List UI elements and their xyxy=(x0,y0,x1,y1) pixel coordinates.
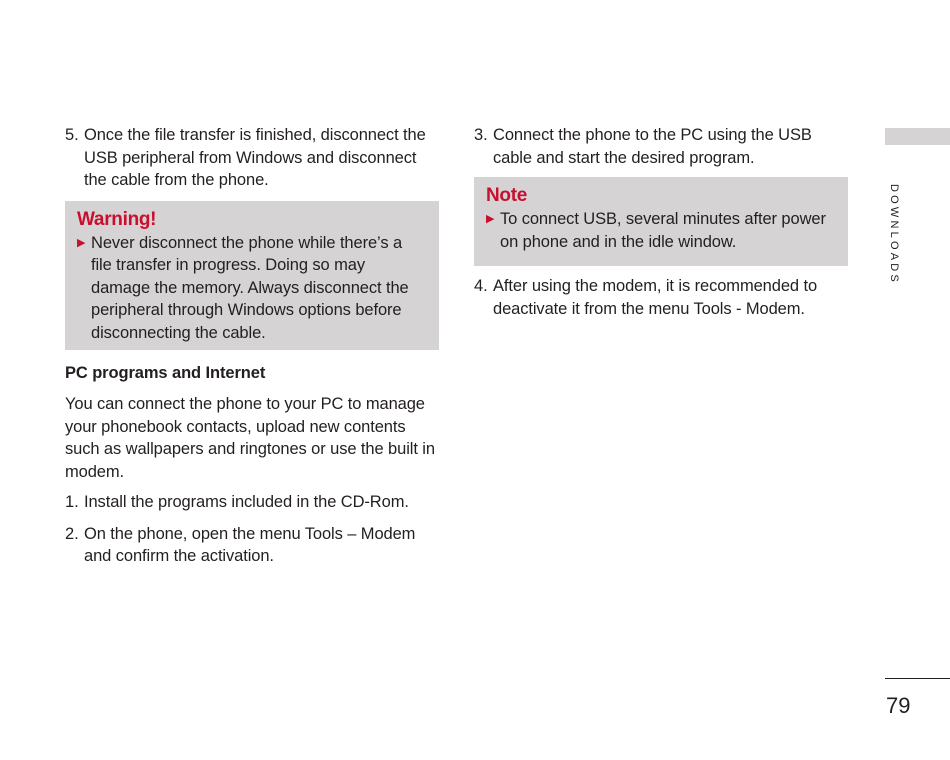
step-number: 1. xyxy=(65,493,79,511)
note-box xyxy=(474,177,848,266)
step-2 xyxy=(65,523,439,568)
step-number: 2. xyxy=(65,524,79,543)
page-number: 79 xyxy=(886,693,911,718)
right-column xyxy=(474,124,848,320)
step-3 xyxy=(474,124,848,169)
warning-box xyxy=(65,201,439,351)
warning-title: Warning! xyxy=(77,208,157,230)
step-number: 3. xyxy=(474,126,488,144)
step-4 xyxy=(474,275,848,320)
note-text: To connect USB, several minutes after power on phone and in the idle window. xyxy=(500,210,826,251)
warning-text: Never disconnect the phone while there’s a file transfer in progress. Doing so may damage the memory. Always disconnect the peripheral through Windows options before disconnecting the cable. xyxy=(91,233,409,342)
page-number-rule xyxy=(885,678,950,679)
step-number: 5. xyxy=(65,126,79,144)
note-item xyxy=(486,208,836,253)
side-tab-label: DOWNLOADS xyxy=(888,184,900,285)
step-1 xyxy=(65,491,439,514)
step-text: Install the programs included in the CD-Rom. xyxy=(84,493,409,511)
intro-paragraph: You can connect the phone to your PC to manage your phonebook contacts, upload new contents such as wallpapers and ringtones or use the built in modem. xyxy=(65,395,435,481)
triangle-right-icon: ▶ xyxy=(77,236,86,249)
section-heading: PC programs and Internet xyxy=(65,364,266,382)
step-5 xyxy=(65,124,439,192)
warning-item xyxy=(77,232,427,345)
step-text: Connect the phone to the PC using the USB cable and start the desired program. xyxy=(493,126,812,167)
side-tab-marker xyxy=(885,128,950,145)
step-number: 4. xyxy=(474,277,488,295)
left-column xyxy=(65,124,439,568)
step-text: Once the file transfer is finished, disconnect the USB peripheral from Windows and disconnect the cable from the phone. xyxy=(84,126,426,189)
triangle-right-icon: ▶ xyxy=(486,213,495,225)
step-text: After using the modem, it is recommended to deactivate it from the menu Tools - Modem. xyxy=(493,277,818,318)
note-title: Note xyxy=(486,185,528,206)
step-text: On the phone, open the menu Tools – Modem and confirm the activation. xyxy=(84,524,416,565)
